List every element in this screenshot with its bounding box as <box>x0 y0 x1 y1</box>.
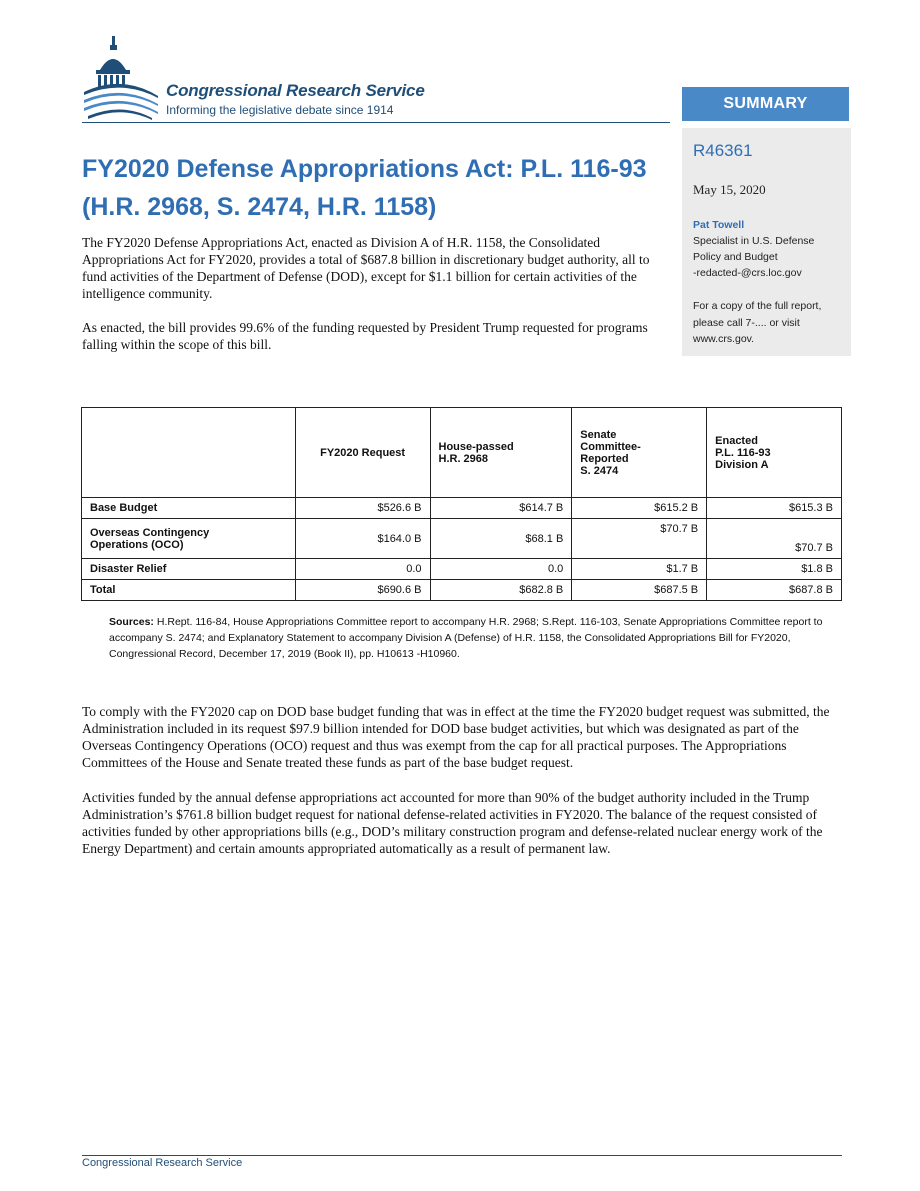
header-enacted <box>707 408 842 498</box>
summary-banner: SUMMARY <box>682 87 849 121</box>
table-sources <box>109 614 844 662</box>
table-row <box>82 519 842 559</box>
org-tagline: Informing the legislative debate since 1914 <box>166 103 394 117</box>
row-label-line-2: Operations (OCO) <box>90 538 184 551</box>
header-house-passed <box>430 408 572 498</box>
header-house-line-2: H.R. 2968 <box>438 452 489 465</box>
table-row <box>82 580 842 601</box>
author-email: -redacted-@crs.loc.gov <box>693 267 802 279</box>
row-label <box>82 519 296 559</box>
crs-logo <box>82 34 166 122</box>
org-name: Congressional Research Service <box>166 81 425 100</box>
footer-text: Congressional Research Service <box>82 1157 243 1169</box>
cell-request: 0.0 <box>295 559 430 580</box>
cell-request: $164.0 B <box>295 519 430 559</box>
cell-house: $68.1 B <box>430 519 572 559</box>
cell-enacted: $615.3 B <box>707 498 842 519</box>
row-label: Total <box>82 580 296 601</box>
cell-enacted: $1.8 B <box>707 559 842 580</box>
sources-label: Sources: <box>109 616 154 628</box>
funding-table <box>81 407 842 601</box>
author-name: Pat Towell <box>693 219 745 231</box>
header-senate <box>572 408 707 498</box>
body-paragraph-2: Activities funded by the annual defense appropriations act accounted for more than 90% of the budget authority included in the Trump Administration’s $761.8 billion budget request for national defense-related activities in FY2020. The balance of the request consisted of activities funded by other appropriations bills (e.g., DOD’s military construction program and defense-related nuclear energy work of the Energy Department) and certain amounts appropriated automatically as a result of permanent law. <box>82 790 823 856</box>
cell-request: $526.6 B <box>295 498 430 519</box>
cell-senate: $70.7 B <box>572 519 707 559</box>
intro-paragraph-2: As enacted, the bill provides 99.6% of the funding requested by President Trump requested for programs falling within the scope of this bill. <box>82 320 648 352</box>
header-blank <box>82 408 296 498</box>
cell-house: $682.8 B <box>430 580 572 601</box>
page-title: FY2020 Defense Appropriations Act: P.L. 116-93 (H.R. 2968, S. 2474, H.R. 1158) <box>82 155 647 221</box>
row-label-line-1: Overseas Contingency <box>90 526 210 539</box>
header-senate-line-2: Committee- <box>580 440 641 453</box>
table-row <box>82 498 842 519</box>
cell-enacted: $687.8 B <box>707 580 842 601</box>
header-senate-line-1: Senate <box>580 428 617 441</box>
cell-senate: $1.7 B <box>572 559 707 580</box>
header-fy2020-request: FY2020 Request <box>295 408 430 498</box>
table-header-row <box>82 408 842 498</box>
capitol-dome-icon <box>82 34 166 122</box>
header-house-line-1: House-passed <box>438 440 514 453</box>
report-date: May 15, 2020 <box>693 182 766 197</box>
intro-paragraph-1: The FY2020 Defense Appropriations Act, enacted as Division A of H.R. 1158, the Consolidated Appropriations Act for FY2020, provides a total of $687.8 billion in discretionary budget authority, all to fund activities of the Department of Defense (DOD), except for $1.1 billion for certain activities of the intelligence community. <box>82 235 650 301</box>
row-label: Base Budget <box>82 498 296 519</box>
header-divider <box>82 122 670 123</box>
footer-divider <box>82 1155 842 1156</box>
copy-note-line-1: For a copy of the full report, <box>693 300 822 312</box>
row-label: Disaster Relief <box>82 559 296 580</box>
body-paragraph-1: To comply with the FY2020 cap on DOD base budget funding that was in effect at the time the FY2020 budget request was submitted, the Administration included in its request $97.9 billion intended for DOD base budget activities, but which was designated as part of the Overseas Contingency Operations (OCO) request and thus was exempt from the cap for all practical purposes. The Appropriations Committees of the House and Senate treated these funds as part of the base budget request. <box>82 704 830 770</box>
cell-senate: $615.2 B <box>572 498 707 519</box>
report-number: R46361 <box>693 141 753 160</box>
table-row <box>82 559 842 580</box>
cell-senate: $687.5 B <box>572 580 707 601</box>
header-enacted-line-1: Enacted <box>715 434 758 447</box>
copy-note-line-3: www.crs.gov. <box>693 333 755 345</box>
cell-house: $614.7 B <box>430 498 572 519</box>
cell-enacted: $70.7 B <box>707 519 842 559</box>
header-enacted-line-3: Division A <box>715 458 769 471</box>
header-senate-line-4: S. 2474 <box>580 464 619 477</box>
header-enacted-line-2: P.L. 116-93 <box>715 446 771 459</box>
copy-note-line-2: please call 7-.... or visit <box>693 317 800 329</box>
author-title-line-1: Specialist in U.S. Defense <box>693 235 815 247</box>
cell-house: 0.0 <box>430 559 572 580</box>
author-title-line-2: Policy and Budget <box>693 251 778 263</box>
sources-text: H.Rept. 116-84, House Appropriations Committee report to accompany H.R. 2968; S.Rept. 116-103, Senate Appropriations Committee report to accompany S. 2474; and Explanatory Statement to accompany Division A (Defense) of H.R. 1158, the Consolidated Appropriations Bill for FY2020, Congressional Record, December 17, 2019 (Book II), pp. H10613 -H10960. <box>109 616 823 660</box>
header-senate-line-3: Reported <box>580 452 629 465</box>
cell-request: $690.6 B <box>295 580 430 601</box>
